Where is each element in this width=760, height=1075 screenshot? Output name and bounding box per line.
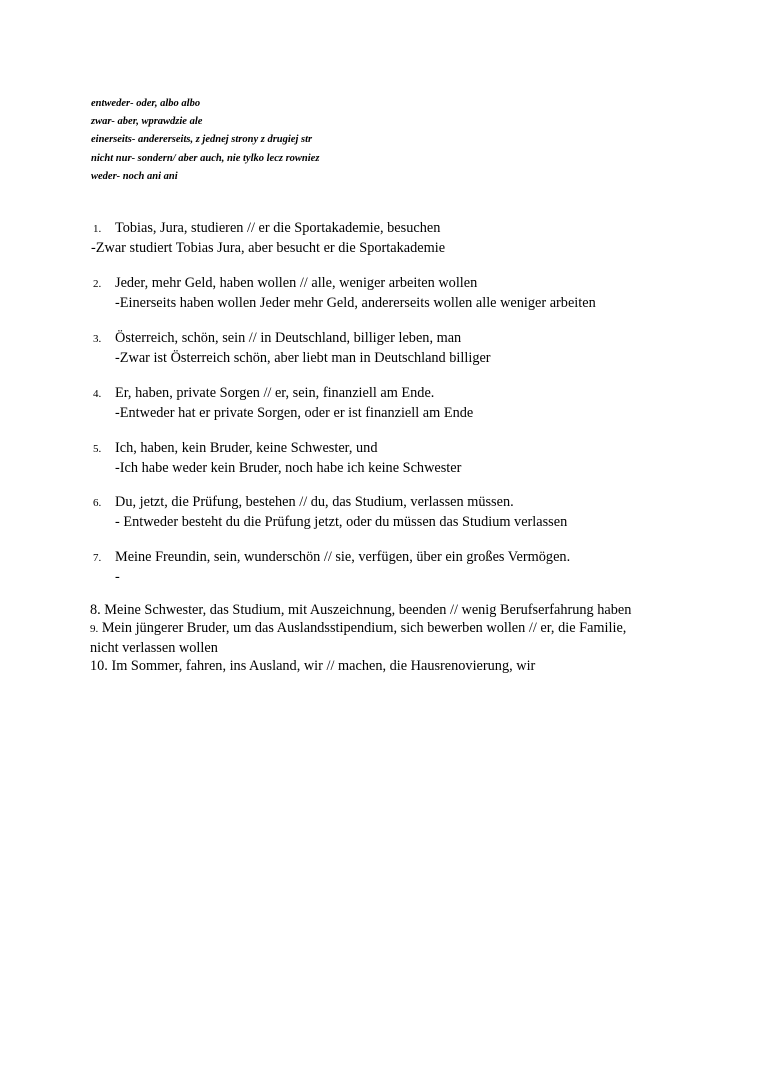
exercise-item	[90, 619, 650, 657]
exercise-prompt: Im Sommer, fahren, ins Ausland, wir // machen, die Hausrenovierung, wir	[107, 657, 536, 674]
exercise-number: 9.	[90, 623, 99, 636]
exercise-item	[93, 493, 567, 531]
exercise-item	[90, 657, 650, 675]
conjunction-line: zwar- aber, wprawdzie ale	[91, 116, 203, 128]
exercise-number: 2.	[93, 278, 102, 290]
exercise-prompt: Mein jüngerer Bruder, um das Auslandsstipendium, sich bewerben wollen // er, die Familie, nicht verlassen wollen	[90, 620, 627, 656]
exercise-prompt: Jeder, mehr Geld, haben wollen // alle, weniger arbeiten wollen	[115, 275, 478, 291]
conjunction-line: nicht nur- sondern/ aber auch, nie tylko lecz rowniez	[91, 152, 320, 164]
exercise-item	[93, 274, 596, 312]
conjunction-line: weder- noch ani ani	[91, 170, 178, 182]
exercise-answer: -Ich habe weder kein Bruder, noch habe ich keine Schwester	[115, 459, 462, 476]
exercise-answer: -Zwar ist Österreich schön, aber liebt man in Deutschland billiger	[115, 349, 491, 366]
exercise-number: 7.	[93, 552, 102, 564]
exercise-number: 5.	[93, 443, 102, 455]
exercise-answer: - Entweder besteht du die Prüfung jetzt, oder du müssen das Studium verlassen	[115, 513, 568, 530]
exercise-item	[93, 329, 491, 367]
exercise-number: 4.	[93, 388, 102, 400]
exercise-prompt: Meine Freundin, sein, wunderschön // sie, verfügen, über ein großes Vermögen.	[115, 549, 571, 565]
exercise-number: 10.	[90, 657, 108, 674]
additional-exercises	[90, 601, 650, 675]
exercise-item	[93, 219, 445, 257]
exercise-item	[90, 601, 650, 619]
exercise-answer: -Zwar studiert Tobias Jura, aber besucht er die Sportakademie	[91, 239, 446, 256]
exercise-number: 6.	[93, 497, 102, 509]
conjunction-line: einerseits- andererseits, z jednej strony z drugiej str	[91, 134, 313, 146]
exercise-number: 8.	[90, 602, 101, 618]
exercise-prompt: Österreich, schön, sein // in Deutschland, billiger leben, man	[115, 330, 462, 346]
exercise-prompt: Er, haben, private Sorgen // er, sein, finanziell am Ende.	[115, 385, 435, 401]
exercise-answer: -Einerseits haben wollen Jeder mehr Geld, andererseits wollen alle weniger arbeiten	[115, 294, 596, 311]
conjunction-list	[91, 95, 319, 186]
exercise-answer: -Entweder hat er private Sorgen, oder er ist finanziell am Ende	[115, 404, 474, 421]
exercise-prompt: Ich, haben, kein Bruder, keine Schwester, und	[115, 440, 378, 456]
exercise-item	[93, 439, 461, 477]
exercise-prompt: Du, jetzt, die Prüfung, bestehen // du, das Studium, verlassen müssen.	[115, 494, 514, 510]
exercise-answer: -	[115, 568, 120, 585]
exercise-prompt: Tobias, Jura, studieren // er die Sportakademie, besuchen	[115, 220, 441, 236]
exercise-number: 1.	[93, 223, 102, 235]
exercise-item	[93, 384, 473, 422]
exercise-prompt: Meine Schwester, das Studium, mit Auszeichnung, beenden // wenig Berufserfahrung haben	[100, 602, 632, 618]
exercise-item	[93, 548, 570, 586]
exercise-number: 3.	[93, 333, 102, 345]
conjunction-line: entweder- oder, albo albo	[91, 98, 201, 109]
